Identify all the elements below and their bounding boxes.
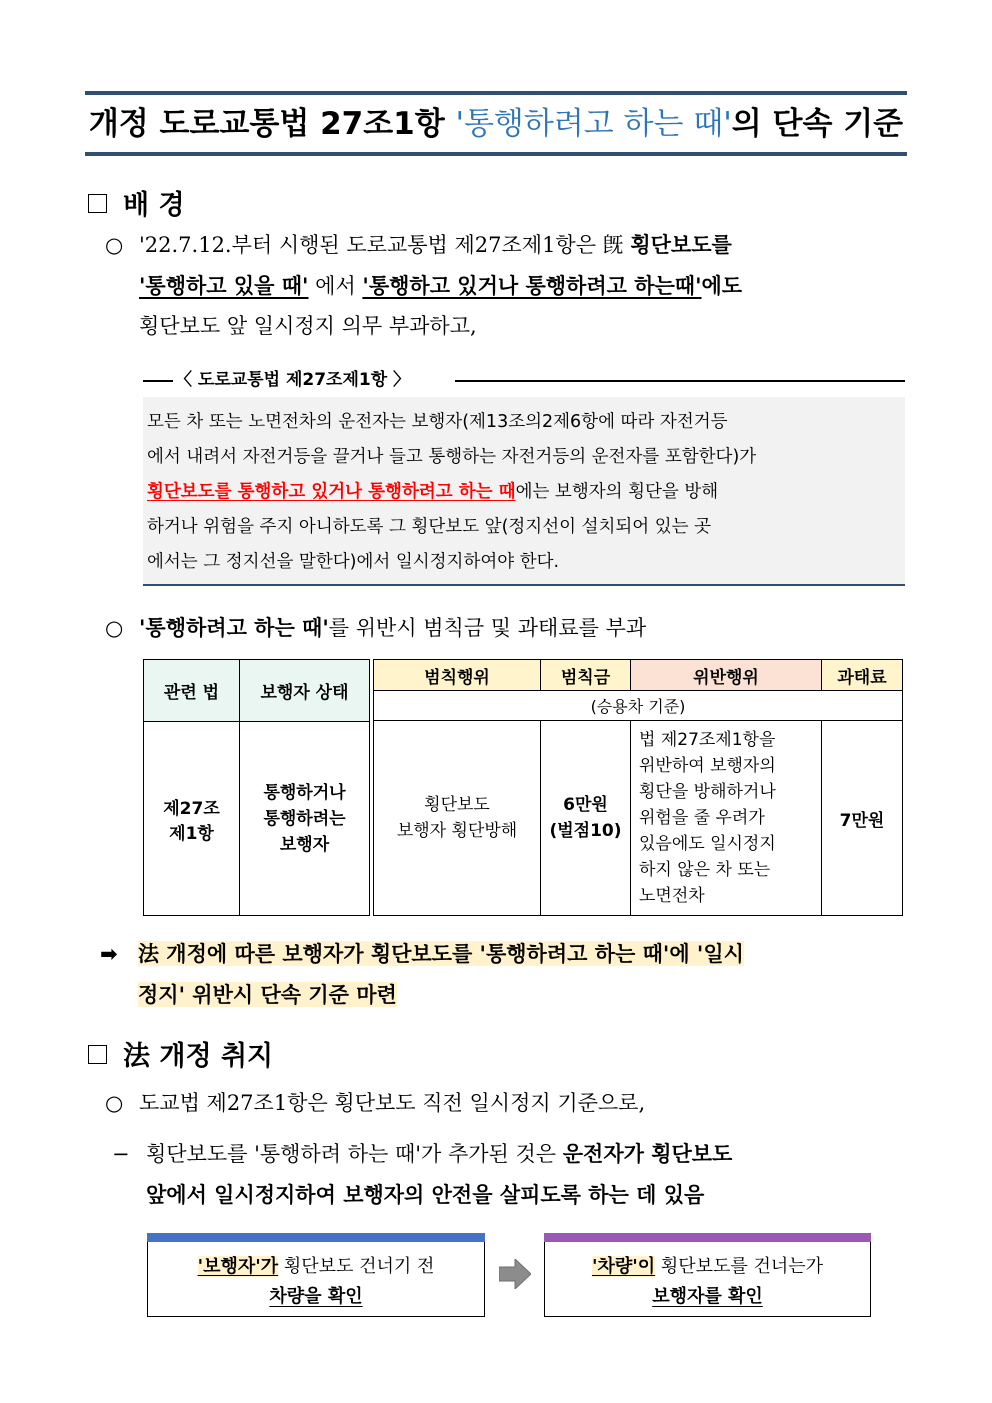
purpose-paragraph-2-line1 [112, 1133, 732, 1175]
text-bold-underline: '통행하고 있거나 통행하려고 하는때' [362, 273, 702, 298]
text-bold: 운전자가 횡단보도 [562, 1141, 733, 1166]
text: 있음에도 일시정지 [639, 834, 776, 854]
box-line1 [148, 1252, 484, 1278]
text: 횡단보도 앞 일시정지 의무 부과하고, [139, 314, 477, 338]
text: 횡단보도 건너기 전 [278, 1256, 435, 1277]
divider [455, 380, 905, 382]
text: 제27조 [163, 798, 220, 819]
text: 에는 보행자의 횡단을 방해 [515, 482, 719, 502]
text: 횡단보도를 '통행하려 하는 때'가 추가된 것은 [146, 1142, 563, 1166]
text-bold-underline: 보행자를 확인 [652, 1286, 763, 1307]
right-arrow-icon [499, 1259, 531, 1289]
title-rule-bottom [85, 152, 907, 156]
square-bullet-icon [88, 1045, 107, 1064]
text: 횡단보도를 건너는가 [655, 1256, 824, 1277]
text-bold-underline: '통행하고 있을 때' [139, 273, 309, 298]
text-bold-underline: 차량을 확인 [269, 1286, 363, 1307]
text: 에서 [308, 274, 363, 298]
background-paragraph-line2 [139, 265, 742, 307]
page-title [85, 100, 907, 148]
law-line: 에서는 그 정지선을 말한다)에서 일시정지하여야 한다. [147, 552, 560, 572]
box-top-bar [147, 1233, 485, 1242]
section-heading-text: 法 개정 취지 [123, 1041, 274, 1072]
text: 횡단보도 [424, 795, 490, 815]
purpose-paragraph-2-line2 [146, 1174, 704, 1215]
law-line: 하거나 위험을 주지 아니하도록 그 횡단보도 앞(정지선이 설치되어 있는 곳 [147, 517, 712, 537]
title-rule-top [85, 91, 907, 95]
box-line1 [545, 1252, 870, 1278]
text-bold: 에도 [701, 273, 743, 298]
text: 제1항 [169, 823, 214, 844]
background-paragraph-line3 [139, 306, 477, 347]
note-passenger-car: (승용차 기준) [374, 691, 903, 721]
text-highlight: 정지' 위반시 단속 기준 마련 [138, 982, 397, 1007]
divider [143, 380, 173, 382]
section-heading-text: 배 경 [123, 190, 185, 221]
text: 위반하여 보행자의 [639, 756, 776, 776]
right-arrow-icon: ➡ [100, 942, 118, 966]
vehicle-check-box [544, 1233, 871, 1317]
text-bold: '보행자'가 [197, 1256, 279, 1277]
section-heading-background [88, 183, 185, 222]
law-status-table [143, 659, 370, 916]
text: 보행자 [279, 834, 330, 855]
text: 위험을 줄 우려가 [639, 808, 765, 828]
box-line2 [148, 1282, 484, 1308]
text: 통행하거나 [263, 782, 346, 803]
law-text-box [143, 397, 905, 586]
text-bold: 앞에서 일시정지하여 보행자의 안전을 살피도록 하는 데 있음 [146, 1182, 705, 1207]
penalty-table [373, 659, 903, 916]
purpose-paragraph-1 [105, 1083, 645, 1124]
law-line: 에서 내려서 자전거등을 끌거나 들고 통행하는 자전거등의 운전자를 포함한다)가 [147, 447, 757, 467]
text: 통행하려는 [263, 808, 346, 829]
header-violation: 위반행위 [631, 660, 822, 691]
law-highlight-red: 횡단보도를 통행하고 있거나 통행하려고 하는 때 [147, 482, 516, 502]
text: 횡단을 방해하거나 [639, 782, 776, 802]
header-law: 관련 법 [144, 660, 240, 722]
law-line: 모든 차 또는 노면전차의 운전자는 보행자(제13조의2제6항에 따라 자전거등 [147, 412, 728, 432]
title-prefix: 개정 도로교통법 27조1항 [88, 106, 456, 142]
text: 법 제27조제1항을 [639, 730, 776, 750]
title-suffix: 의 단속 기준 [731, 106, 904, 142]
text: 노면전차 [639, 886, 705, 906]
text: (벌점10) [549, 821, 622, 841]
text: 6만원 [563, 795, 608, 815]
penalty-paragraph [105, 607, 646, 649]
circle-bullet-icon: ○ [105, 233, 124, 257]
header-violation-act: 범칙행위 [374, 660, 541, 691]
square-bullet-icon [88, 194, 107, 213]
cell-fine [541, 721, 631, 916]
cell-law [144, 722, 240, 916]
text: 보행자 횡단방해 [396, 821, 518, 841]
header-fine: 범칙금 [541, 660, 631, 691]
cell-violation [631, 721, 822, 916]
law-line [147, 475, 901, 510]
text: 하지 않은 차 또는 [639, 860, 771, 880]
text: '22.7.12.부터 시행된 도로교통법 제27조제1항은 旣 [139, 233, 631, 257]
text-bold: 횡단보도를 [630, 232, 732, 257]
cell-violation-act [374, 721, 541, 916]
cell-pedestrian-state [240, 722, 370, 916]
law-box-heading [143, 366, 905, 394]
text: 도교법 제27조1항은 횡단보도 직전 일시정지 기준으로, [139, 1091, 646, 1115]
header-pedestrian-state: 보행자 상태 [240, 660, 370, 722]
conclusion-line2 [138, 974, 397, 1015]
title-highlight: '통행하려고 하는 때' [455, 106, 732, 142]
background-paragraph-line1 [105, 224, 732, 266]
cell-penalty: 7만원 [822, 721, 903, 916]
header-penalty: 과태료 [822, 660, 903, 691]
dash-bullet-icon: − [112, 1142, 130, 1166]
pedestrian-check-box [147, 1233, 485, 1317]
text: 를 위반시 범칙금 및 과태료를 부과 [328, 616, 647, 640]
box-line2 [545, 1282, 870, 1308]
circle-bullet-icon: ○ [105, 616, 124, 640]
box-top-bar [544, 1233, 871, 1242]
text-bold: '차량'이 [591, 1256, 656, 1277]
text-highlight: 法 개정에 따른 보행자가 횡단보도를 '통행하려고 하는 때'에 '일시 [138, 941, 744, 966]
conclusion-line1 [100, 933, 744, 975]
section-heading-purpose [88, 1034, 273, 1073]
text-bold: '통행하려고 하는 때' [139, 615, 329, 640]
circle-bullet-icon: ○ [105, 1091, 124, 1115]
law-heading-text: 〈 도로교통법 제27조제1항 〉 [175, 370, 411, 390]
